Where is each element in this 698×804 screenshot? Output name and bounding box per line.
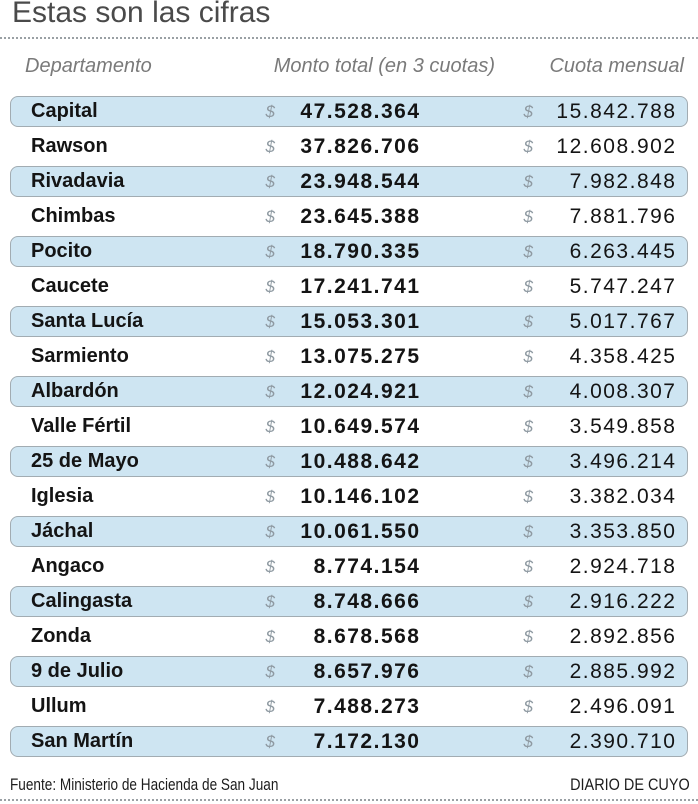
table-row	[10, 341, 688, 372]
total-amount: 37.826.706	[300, 134, 421, 158]
department-name: 25 de Mayo	[31, 450, 139, 472]
table-row	[10, 551, 688, 582]
peso-sign-icon: $	[523, 626, 533, 646]
peso-sign-icon: $	[523, 346, 533, 366]
peso-sign-icon: $	[265, 276, 275, 296]
department-name: 9 de Julio	[31, 660, 124, 682]
peso-sign-icon: $	[265, 171, 275, 191]
total-amount: 7.172.130	[313, 729, 421, 753]
column-header-total: Monto total (en 3 cuotas)	[273, 55, 495, 77]
peso-sign-icon: $	[265, 311, 275, 331]
peso-sign-icon: $	[523, 696, 533, 716]
total-amount: 17.241.741	[300, 274, 421, 298]
total-amount: 15.053.301	[300, 309, 421, 333]
monthly-amount: 12.608.902	[556, 134, 677, 158]
department-name: Calingasta	[31, 590, 133, 612]
table-body	[10, 96, 688, 761]
peso-sign-icon: $	[523, 311, 533, 331]
total-amount: 10.649.574	[300, 414, 421, 438]
department-name: Angaco	[31, 555, 105, 577]
peso-sign-icon: $	[265, 661, 275, 681]
table-row	[10, 726, 688, 757]
monthly-amount: 2.924.718	[569, 554, 677, 578]
monthly-amount: 3.496.214	[569, 449, 677, 473]
table-row	[10, 201, 688, 232]
total-amount: 13.075.275	[300, 344, 421, 368]
peso-sign-icon: $	[265, 556, 275, 576]
total-amount: 18.790.335	[300, 239, 421, 263]
table-header	[0, 55, 698, 79]
table-row	[10, 376, 688, 407]
dotted-divider-bottom	[0, 799, 698, 801]
peso-sign-icon: $	[265, 416, 275, 436]
monthly-amount: 7.982.848	[569, 169, 677, 193]
department-name: Capital	[31, 100, 98, 122]
department-name: Santa Lucía	[31, 310, 144, 332]
source-note: Fuente: Ministerio de Hacienda de San Juan	[10, 775, 279, 794]
table-row	[10, 621, 688, 652]
peso-sign-icon: $	[265, 451, 275, 471]
monthly-amount: 2.885.992	[569, 659, 677, 683]
monthly-amount: 3.549.858	[569, 414, 677, 438]
total-amount: 47.528.364	[300, 99, 421, 123]
peso-sign-icon: $	[523, 556, 533, 576]
department-name: Jáchal	[31, 520, 94, 542]
peso-sign-icon: $	[265, 626, 275, 646]
monthly-amount: 3.382.034	[569, 484, 677, 508]
peso-sign-icon: $	[523, 276, 533, 296]
peso-sign-icon: $	[523, 416, 533, 436]
monthly-amount: 2.916.222	[569, 589, 677, 613]
table-row	[10, 586, 688, 617]
total-amount: 10.146.102	[300, 484, 421, 508]
peso-sign-icon: $	[265, 591, 275, 611]
total-amount: 10.061.550	[300, 519, 421, 543]
monthly-amount: 2.496.091	[569, 694, 677, 718]
table-row	[10, 96, 688, 127]
monthly-amount: 6.263.445	[569, 239, 677, 263]
peso-sign-icon: $	[523, 136, 533, 156]
table-row	[10, 306, 688, 337]
table-row	[10, 516, 688, 547]
peso-sign-icon: $	[265, 346, 275, 366]
total-amount: 23.948.544	[300, 169, 421, 193]
peso-sign-icon: $	[265, 206, 275, 226]
department-name: Valle Fértil	[31, 415, 132, 437]
department-name: San Martín	[31, 730, 134, 752]
peso-sign-icon: $	[265, 101, 275, 121]
table-row	[10, 131, 688, 162]
peso-sign-icon: $	[523, 101, 533, 121]
monthly-amount: 15.842.788	[556, 99, 677, 123]
department-name: Caucete	[31, 275, 109, 297]
monthly-amount: 2.892.856	[569, 624, 677, 648]
department-name: Albardón	[31, 380, 119, 402]
department-name: Pocito	[31, 240, 93, 262]
monthly-amount: 5.747.247	[569, 274, 677, 298]
peso-sign-icon: $	[523, 206, 533, 226]
peso-sign-icon: $	[265, 241, 275, 261]
peso-sign-icon: $	[265, 136, 275, 156]
peso-sign-icon: $	[265, 731, 275, 751]
department-name: Ullum	[31, 695, 87, 717]
total-amount: 12.024.921	[300, 379, 421, 403]
table-row	[10, 656, 688, 687]
monthly-amount: 5.017.767	[569, 309, 677, 333]
department-name: Zonda	[31, 625, 91, 647]
peso-sign-icon: $	[523, 486, 533, 506]
monthly-amount: 3.353.850	[569, 519, 677, 543]
monthly-amount: 4.358.425	[569, 344, 677, 368]
total-amount: 8.657.976	[313, 659, 421, 683]
monthly-amount: 4.008.307	[569, 379, 677, 403]
peso-sign-icon: $	[523, 381, 533, 401]
monthly-amount: 2.390.710	[569, 729, 677, 753]
peso-sign-icon: $	[523, 591, 533, 611]
department-name: Chimbas	[31, 205, 116, 227]
page-title: Estas son las cifras	[12, 0, 271, 29]
dotted-divider-top	[0, 37, 698, 39]
monthly-amount: 7.881.796	[569, 204, 677, 228]
peso-sign-icon: $	[523, 171, 533, 191]
peso-sign-icon: $	[265, 486, 275, 506]
publisher-credit: DIARIO DE CUYO	[570, 775, 690, 794]
table-row	[10, 236, 688, 267]
table-row	[10, 166, 688, 197]
department-name: Rawson	[31, 135, 108, 157]
total-amount: 10.488.642	[300, 449, 421, 473]
table-row	[10, 411, 688, 442]
peso-sign-icon: $	[523, 661, 533, 681]
column-header-monthly: Cuota mensual	[549, 55, 684, 77]
peso-sign-icon: $	[265, 521, 275, 541]
department-name: Sarmiento	[31, 345, 129, 367]
department-name: Rivadavia	[31, 170, 125, 192]
total-amount: 8.774.154	[313, 554, 421, 578]
table-row	[10, 481, 688, 512]
peso-sign-icon: $	[265, 381, 275, 401]
peso-sign-icon: $	[523, 521, 533, 541]
peso-sign-icon: $	[523, 731, 533, 751]
peso-sign-icon: $	[523, 241, 533, 261]
peso-sign-icon: $	[265, 696, 275, 716]
table-row	[10, 446, 688, 477]
total-amount: 8.748.666	[313, 589, 421, 613]
total-amount: 23.645.388	[300, 204, 421, 228]
total-amount: 7.488.273	[313, 694, 421, 718]
peso-sign-icon: $	[523, 451, 533, 471]
footer	[10, 774, 690, 796]
table-row	[10, 271, 688, 302]
department-name: Iglesia	[31, 485, 94, 507]
column-header-department: Departamento	[25, 55, 152, 77]
table-row	[10, 691, 688, 722]
total-amount: 8.678.568	[313, 624, 421, 648]
